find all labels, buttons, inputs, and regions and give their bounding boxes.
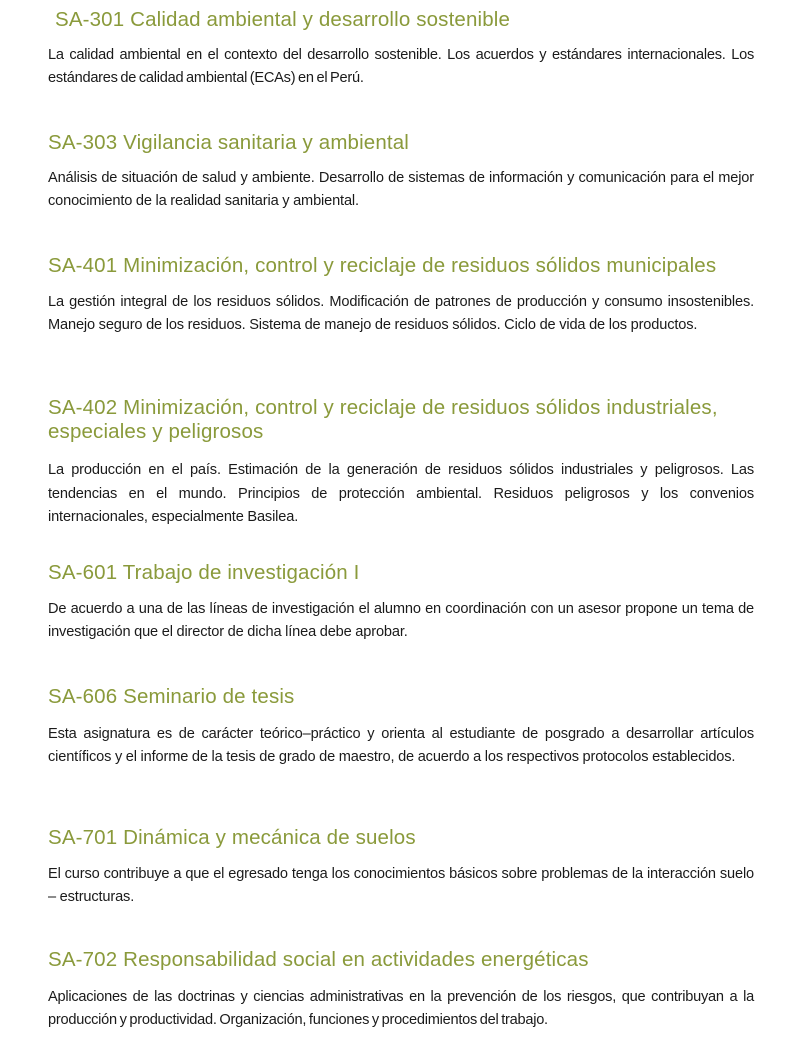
course-heading-sa-701: SA-701 Dinámica y mecánica de suelos	[48, 826, 416, 849]
course-description-wrapper	[48, 44, 754, 91]
course-description-sa-401: La gestión integral de los residuos sólidos. Modificación de patrones de producción y consumo insostenibles. Manejo seguro de los residuos. Sistema de manejo de residuos sólidos. Ciclo de vida de los productos.	[48, 293, 754, 333]
course-description-sa-303: Análisis de situación de salud y ambiente. Desarrollo de sistemas de información y comunicación para el mejor conocimiento de la realidad sanitaria y ambiental.	[48, 169, 754, 209]
course-description-wrapper	[48, 723, 754, 770]
course-entry	[48, 948, 754, 1033]
course-entry	[48, 685, 754, 770]
course-heading-sa-401: SA-401 Minimización, control y reciclaje de residuos sólidos municipales	[48, 254, 717, 277]
course-entry	[48, 561, 754, 645]
course-description-sa-601: De acuerdo a una de las líneas de investigación el alumno en coordinación con un asesor propone un tema de investigación que el director de dicha línea debe aprobar.	[48, 600, 754, 640]
course-entry	[48, 826, 754, 910]
course-description-sa-702: Aplicaciones de las doctrinas y ciencias administrativas en la prevención de los riesgos, que contribuyan a la producción y productividad. Organización, funciones y procedimientos del trabajo.	[48, 988, 754, 1028]
course-heading-sa-402: SA-402 Minimización, control y reciclaje de residuos sólidos industriales, especiales y peligrosos	[48, 396, 724, 443]
course-description-wrapper	[48, 863, 754, 910]
course-description-sa-301: La calidad ambiental en el contexto del desarrollo sostenible. Los acuerdos y estándares internacionales. Los estándares de calidad ambiental (ECAs) en el Perú.	[48, 46, 754, 86]
course-description-sa-402: La producción en el país. Estimación de la generación de residuos sólidos industriales y peligrosos. Las tendencias en el mundo. Principios de protección ambiental. Residuos peligrosos y los convenios internacionales, especialmente Basilea.	[48, 462, 754, 525]
course-description-wrapper	[48, 291, 754, 338]
course-description-wrapper	[48, 598, 754, 645]
course-heading-sa-303: SA-303 Vigilancia sanitaria y ambiental	[48, 131, 410, 154]
course-heading-sa-601: SA-601 Trabajo de investigación I	[48, 561, 360, 584]
course-heading-sa-301: SA-301 Calidad ambiental y desarrollo sostenible	[55, 8, 511, 31]
course-description-wrapper	[48, 167, 754, 214]
course-entry	[48, 8, 754, 91]
course-heading-sa-702: SA-702 Responsabilidad social en actividades energéticas	[48, 948, 589, 971]
course-description-wrapper	[48, 986, 754, 1033]
course-entry	[48, 131, 754, 214]
course-entry	[48, 396, 754, 530]
course-description-wrapper	[48, 459, 754, 530]
course-description-sa-606: Esta asignatura es de carácter teórico–práctico y orienta al estudiante de posgrado a desarrollar artículos científicos y el informe de la tesis de grado de maestro, de acuerdo a los respectivos protocolos establecidos.	[48, 725, 754, 765]
course-entry	[48, 254, 754, 338]
course-heading-sa-606: SA-606 Seminario de tesis	[48, 685, 295, 708]
course-description-sa-701: El curso contribuye a que el egresado tenga los conocimientos básicos sobre problemas de la interacción suelo – estructuras.	[48, 865, 754, 905]
